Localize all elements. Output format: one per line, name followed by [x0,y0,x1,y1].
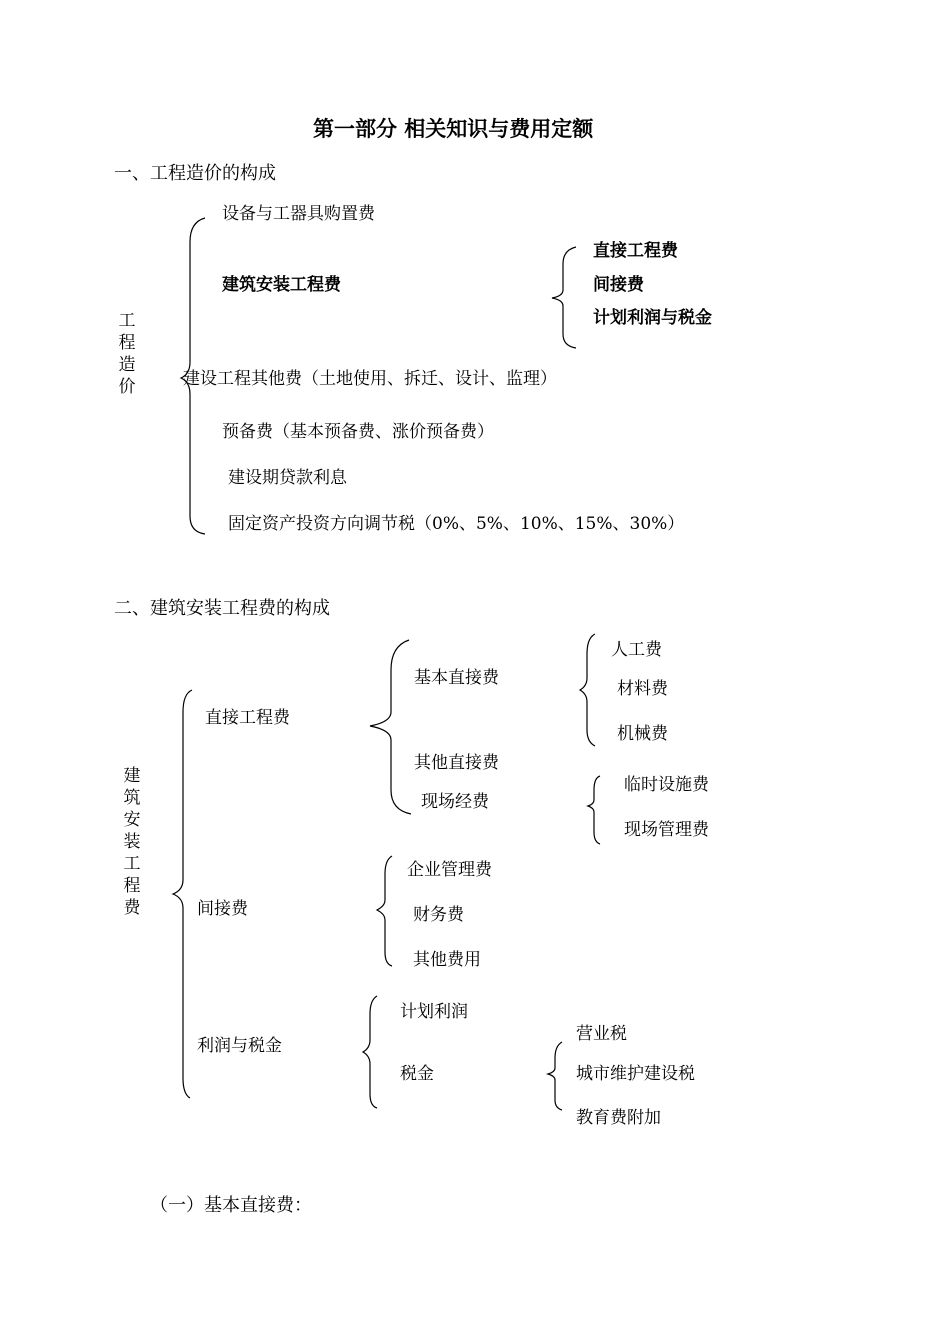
reserve-cost: 预备费（基本预备费、涨价预备费） [222,422,494,442]
brace-taxes [548,1042,562,1110]
direct-engineering-cost: 直接工程费 [593,241,678,261]
enterprise-management-cost: 企业管理费 [407,860,492,880]
temporary-facilities-cost: 临时设施费 [624,775,709,795]
planned-profit: 计划利润 [400,1002,468,1022]
subsection-heading: （一）基本直接费： [150,1195,312,1216]
material-cost: 材料费 [617,679,668,699]
business-tax: 营业税 [576,1024,627,1044]
brace-construction [552,247,576,348]
construction-cost: 建筑安装工程费 [222,275,341,295]
direct-engineering-label: 直接工程费 [205,708,290,728]
taxes-label: 税金 [400,1064,434,1084]
basic-direct-cost: 基本直接费 [414,668,499,688]
urban-maintenance-tax: 城市维护建设税 [576,1064,695,1084]
indirect-label: 间接费 [197,899,248,919]
brace-indirect [377,856,392,966]
labor-cost: 人工费 [611,640,662,660]
section2-heading: 二、建筑安装工程费的构成 [114,598,330,619]
section1-heading: 一、工程造价的构成 [114,163,276,184]
education-surcharge: 教育费附加 [576,1108,661,1128]
indirect-cost: 间接费 [593,275,644,295]
section2-root-label: 建 筑 安 装 工 程 费 [123,766,141,918]
finance-cost: 财务费 [413,905,464,925]
section1-root-label: 工 程 造 价 [118,311,136,397]
site-expenses: 现场经费 [421,792,489,812]
brace-direct [370,640,411,814]
other-expenses: 其他费用 [413,950,481,970]
brace-basic [580,634,595,746]
site-management-cost: 现场管理费 [624,820,709,840]
profit-and-tax: 计划利润与税金 [593,308,712,328]
investment-tax: 固定资产投资方向调节税（0%、5%、10%、15%、30%） [228,514,685,534]
other-direct-cost: 其他直接费 [414,753,499,773]
brace-site [588,776,600,844]
equipment-cost: 设备与工器具购置费 [222,204,375,224]
machinery-cost: 机械费 [617,724,668,744]
brace-install-root [173,690,192,1098]
brace-profit [363,996,377,1108]
other-construction-cost: 建设工程其他费（土地使用、拆迁、设计、监理） [183,369,557,389]
profit-tax-label: 利润与税金 [197,1036,282,1056]
page-title: 第一部分 相关知识与费用定额 [313,117,594,141]
loan-interest: 建设期贷款利息 [228,468,347,488]
